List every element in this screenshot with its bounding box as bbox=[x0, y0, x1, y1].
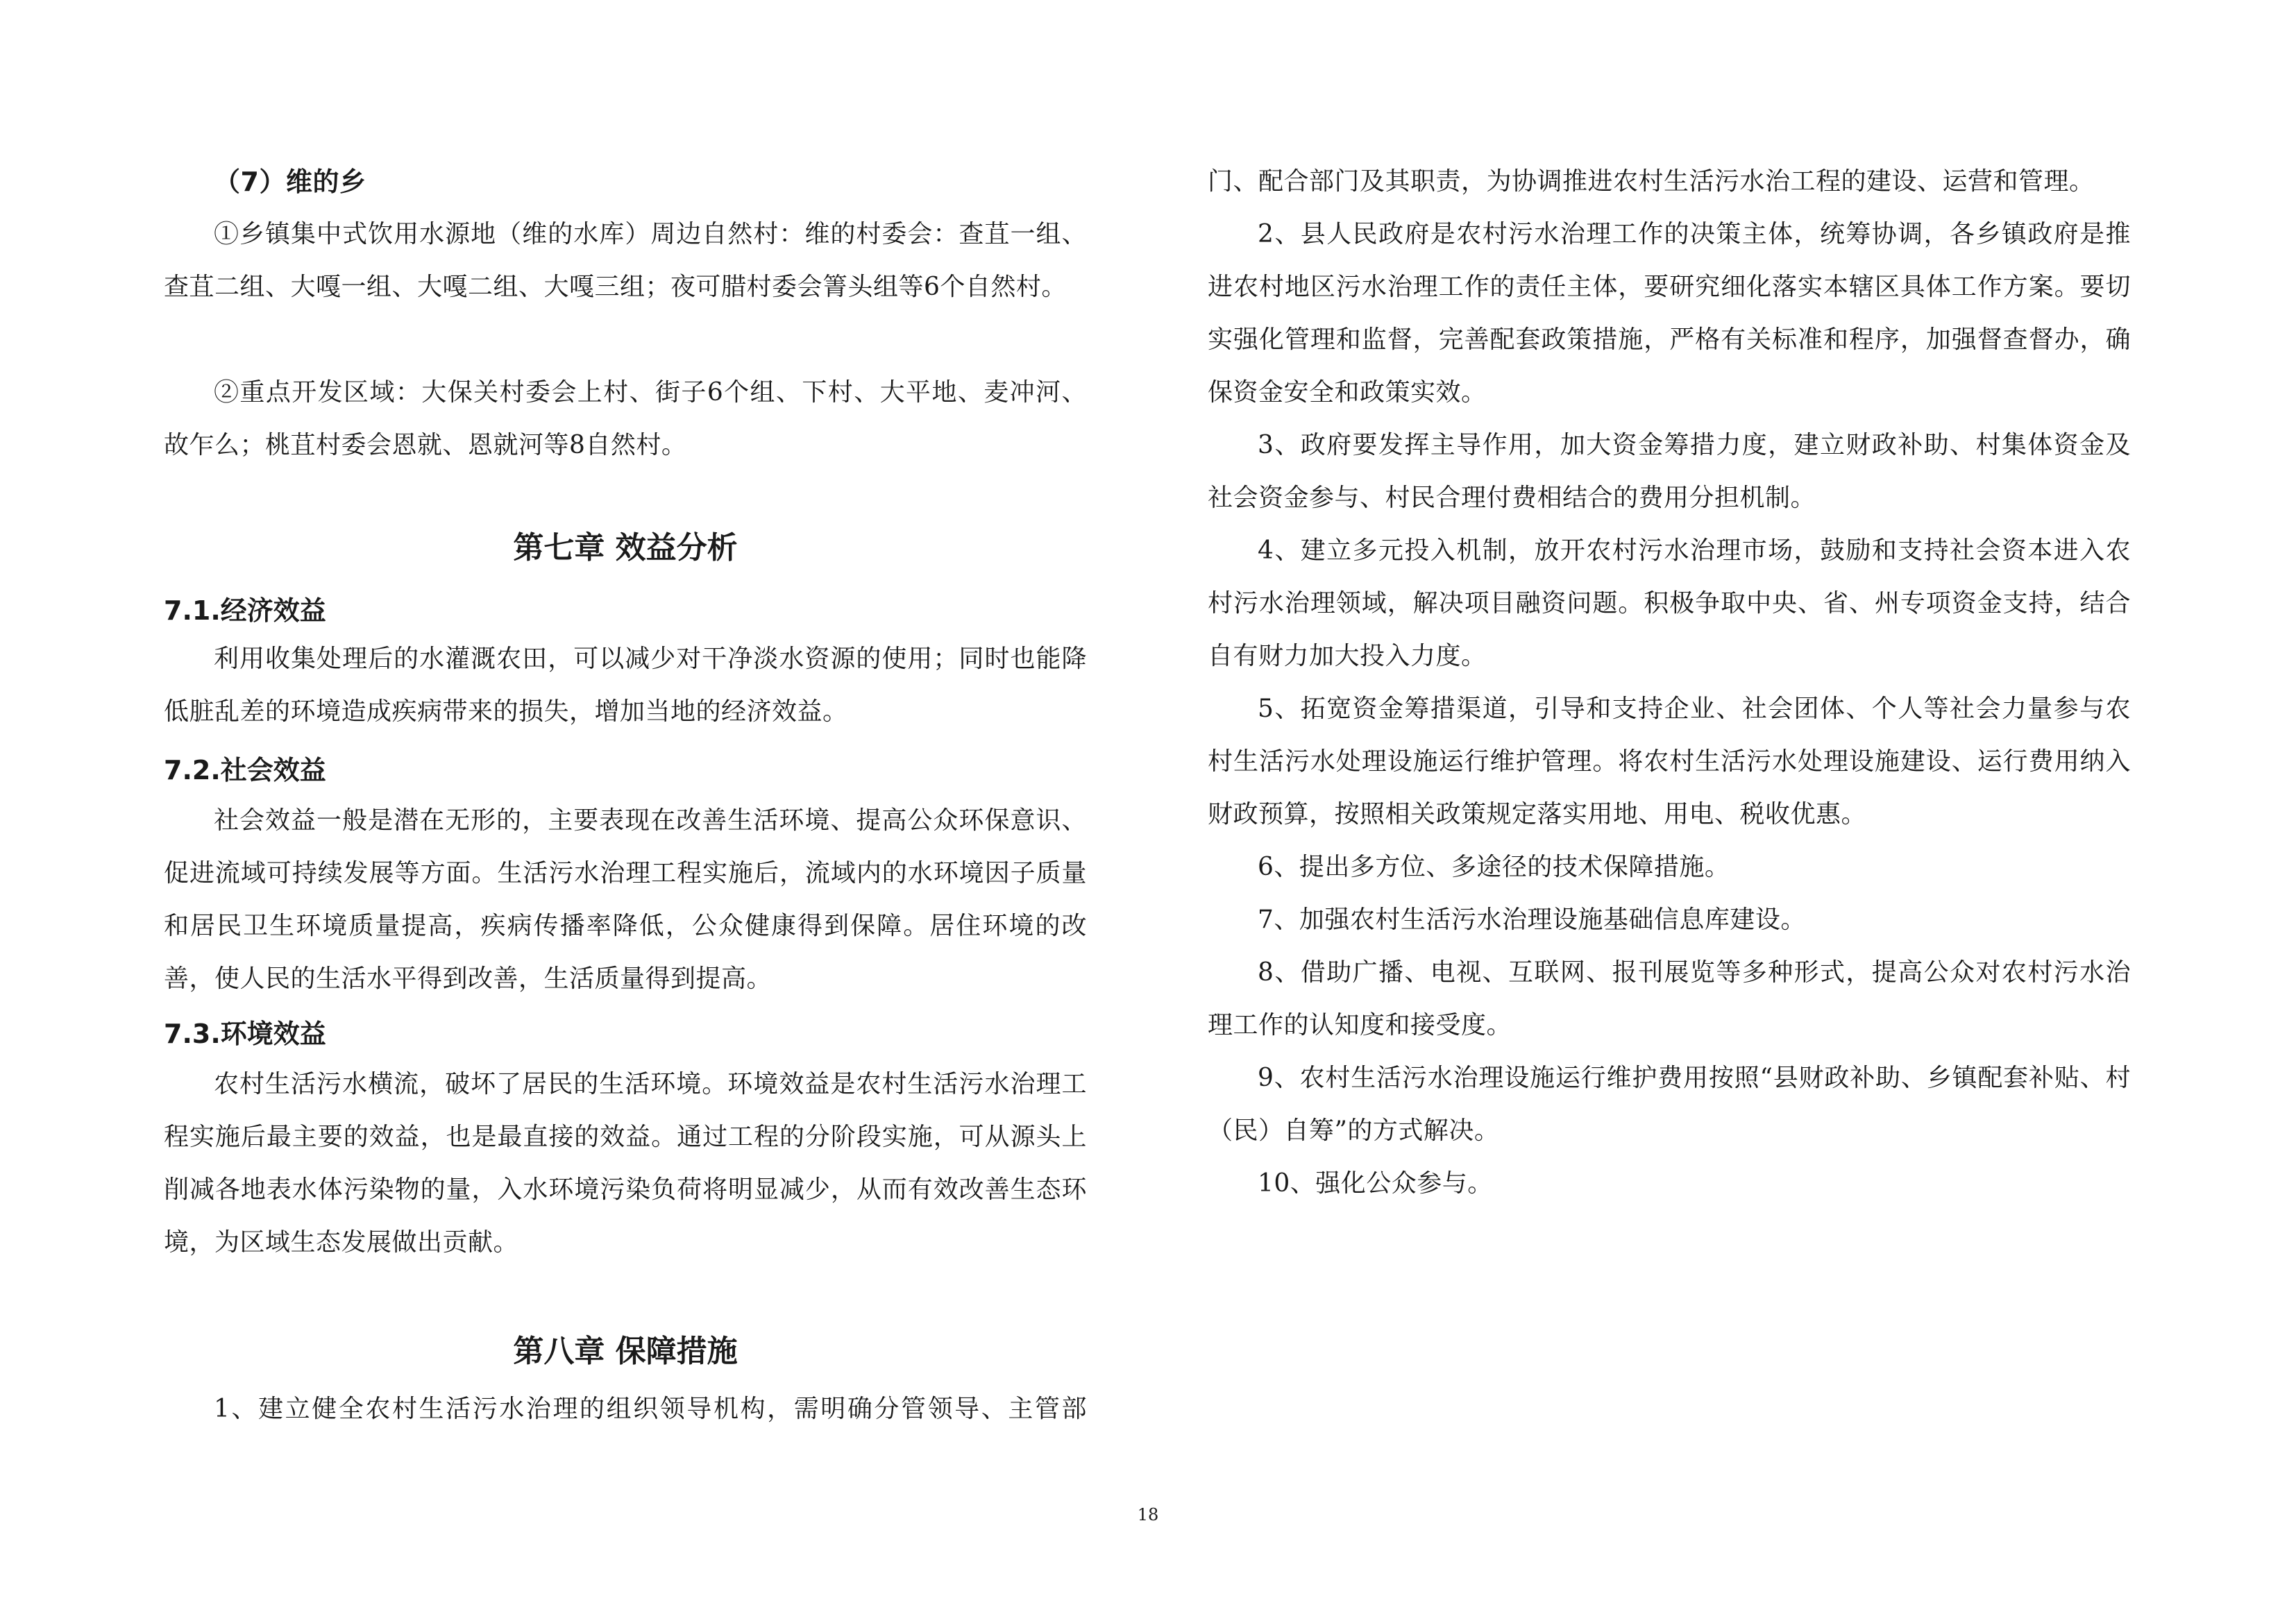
measure-item-5: 5、拓宽资金筹措渠道，引导和支持企业、社会团体、个人等社会力量参与农村生活污水处理设施运行维护管理。将农村生活污水处理设施建设、运行费用纳入财政预算，按照相关政策规定落实用地、用电、税收优惠。 bbox=[1208, 695, 2131, 829]
section-7-3-text: 农村生活污水横流，破坏了居民的生活环境。环境效益是农村生活污水治理工程实施后最主要的效益，也是最直接的效益。通过工程的分阶段实施，可从源头上削减各地表水体污染物的量，入水环境污染负荷将明显减少，从而有效改善生态环境，为区域生态发展做出贡献。 bbox=[164, 1070, 1087, 1257]
measure-item-9: 9、农村生活污水治理设施运行维护费用按照“县财政补助、乡镇配套补贴、村（民）自筹”的方式解决。 bbox=[1208, 1064, 2131, 1145]
measure-item-3: 3、政府要发挥主导作用，加大资金筹措力度，建立财政补助、村集体资金及社会资金参与、村民合理付费相结合的费用分担机制。 bbox=[1208, 431, 2131, 512]
measure-item-4: 4、建立多元投入机制，放开农村污水治理市场，鼓励和支持社会资本进入农村污水治理领域，解决项目融资问题。积极争取中央、省、州专项资金支持，结合自有财力加大投入力度。 bbox=[1208, 536, 2131, 670]
paragraph-water-source-villages: ①乡镇集中式饮用水源地（维的水库）周边自然村：维的村委会：查苴一组、查苴二组、大嘎一组、大嘎二组、大嘎三组；夜可腊村委会箐头组等6个自然村。 bbox=[164, 220, 1087, 301]
paragraph-key-development-area: ②重点开发区域：大保关村委会上村、街子6个组、下村、大平地、麦冲河、故乍么；桃苴村委会恩就、恩就河等8自然村。 bbox=[164, 378, 1087, 459]
subsection-title-weidi: （7）维的乡 bbox=[214, 167, 366, 197]
measure-item-10: 10、强化公众参与。 bbox=[1258, 1169, 1493, 1198]
page-number: 18 bbox=[1137, 1505, 1159, 1524]
measure-item-6: 6、提出多方位、多途径的技术保障措施。 bbox=[1258, 853, 1730, 881]
left-column bbox=[164, 0, 1087, 1623]
measure-item-7: 7、加强农村生活污水治理设施基础信息库建设。 bbox=[1258, 906, 1806, 934]
chapter-8-title: 第八章 保障措施 bbox=[513, 1334, 738, 1369]
measure-item-2: 2、县人民政府是农村污水治理工作的决策主体，统筹协调，各乡镇政府是推进农村地区污水治理工作的责任主体，要研究细化落实本辖区具体工作方案。要切实强化管理和监督，完善配套政策措施，严格有关标准和程序，加强督查督办，确保资金安全和政策实效。 bbox=[1208, 220, 2131, 407]
section-7-3-title: 7.3.环境效益 bbox=[164, 1019, 326, 1049]
section-7-2-title: 7.2.社会效益 bbox=[164, 755, 326, 785]
section-7-2-text: 社会效益一般是潜在无形的，主要表现在改善生活环境、提高公众环保意识、促进流域可持续发展等方面。生活污水治理工程实施后，流域内的水环境因子质量和居民卫生环境质量提高，疾病传播率降低，公众健康得到保障。居住环境的改善，使人民的生活水平得到改善，生活质量得到提高。 bbox=[164, 806, 1087, 993]
section-7-1-title: 7.1.经济效益 bbox=[164, 595, 326, 626]
section-7-1-text: 利用收集处理后的水灌溉农田，可以减少对干净淡水资源的使用；同时也能降低脏乱差的环境造成疾病带来的损失，增加当地的经济效益。 bbox=[164, 645, 1087, 726]
measure-item-1-continued: 门、配合部门及其职责，为协调推进农村生活污水治工程的建设、运营和管理。 bbox=[1208, 167, 2095, 196]
measure-item-1-start: 1、建立健全农村生活污水治理的组织领导机构，需明确分管领导、主管部 bbox=[214, 1395, 1087, 1423]
right-column bbox=[1208, 0, 2131, 1623]
chapter-7-title: 第七章 效益分析 bbox=[513, 530, 738, 566]
measure-item-8: 8、借助广播、电视、互联网、报刊展览等多种形式，提高公众对农村污水治理工作的认知度和接受度。 bbox=[1208, 958, 2131, 1039]
